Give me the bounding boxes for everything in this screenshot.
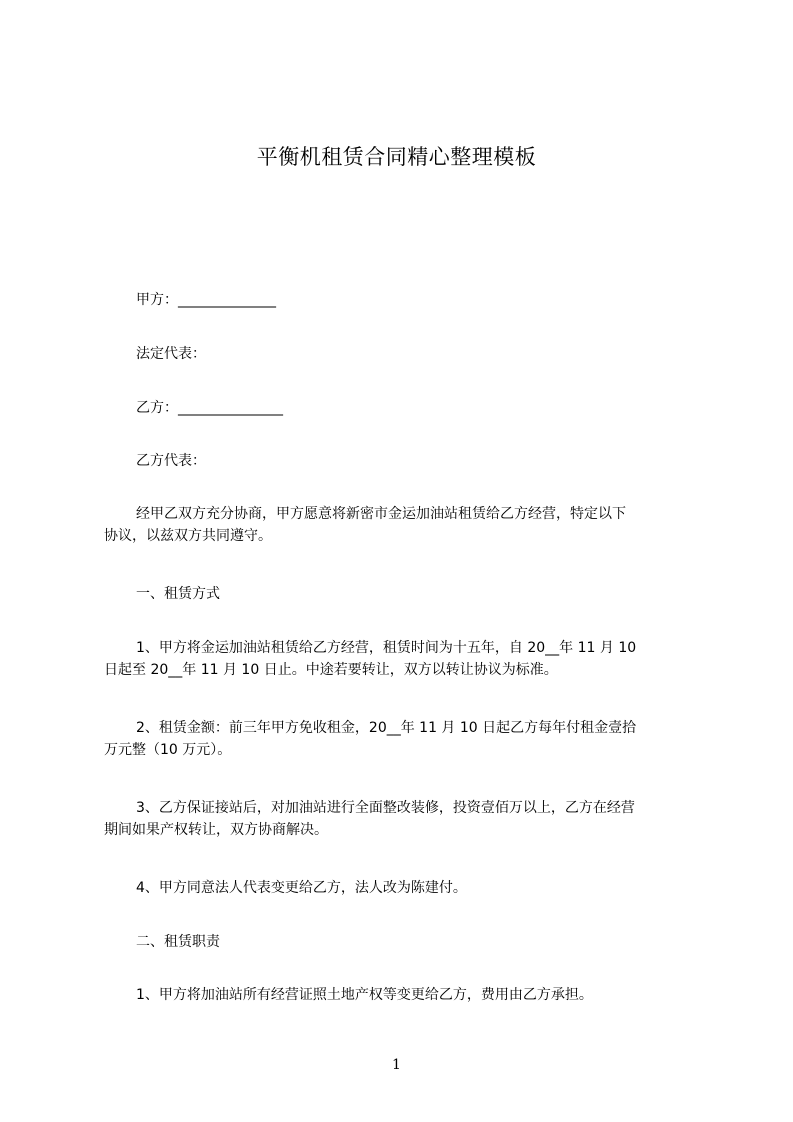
intro-line-2: 协议，以兹双方共同遵守。 <box>104 528 272 544</box>
section-1-clause-3 <box>104 797 704 841</box>
clause-1-2-line-1: 2、租赁金额：前三年甲方免收租金，20__年 11 月 10 日起乙方每年付租金壹拾 <box>136 720 637 736</box>
page-number: 1 <box>392 1057 401 1073</box>
section-1-clause-2 <box>104 717 704 761</box>
party-a-line: 甲方：______________ <box>136 292 276 308</box>
section-1-clause-4: 4、甲方同意法人代表变更给乙方，法人改为陈建付。 <box>136 880 467 896</box>
section-2-heading: 二、租赁职责 <box>136 934 220 950</box>
document-title: 平衡机租赁合同精心整理模板 <box>256 145 537 169</box>
intro-paragraph <box>104 503 704 547</box>
section-1-clause-1 <box>104 637 704 681</box>
party-b-line: 乙方：_______________ <box>136 400 283 416</box>
section-2-clause-1: 1、甲方将加油站所有经营证照土地产权等变更给乙方，费用由乙方承担。 <box>136 987 593 1003</box>
clause-1-3-line-1: 3、乙方保证接站后，对加油站进行全面整改装修，投资壹佰万以上，乙方在经营 <box>136 800 635 816</box>
clause-1-1-line-1: 1、甲方将金运加油站租赁给乙方经营，租赁时间为十五年，自 20__年 11 月 10 <box>136 640 637 656</box>
clause-1-3-line-2: 期间如果产权转让，双方协商解决。 <box>104 822 328 838</box>
section-1-heading: 一、租赁方式 <box>136 586 220 602</box>
party-b-representative-line: 乙方代表： <box>136 453 206 469</box>
clause-1-2-line-2: 万元整（10 万元）。 <box>104 742 232 758</box>
legal-representative-line: 法定代表： <box>136 346 206 362</box>
intro-line-1: 经甲乙双方充分协商，甲方愿意将新密市金运加油站租赁给乙方经营，特定以下 <box>136 506 626 522</box>
clause-1-1-line-2: 日起至 20__年 11 月 10 日止。中途若要转让，双方以转让协议为标准。 <box>104 662 558 678</box>
